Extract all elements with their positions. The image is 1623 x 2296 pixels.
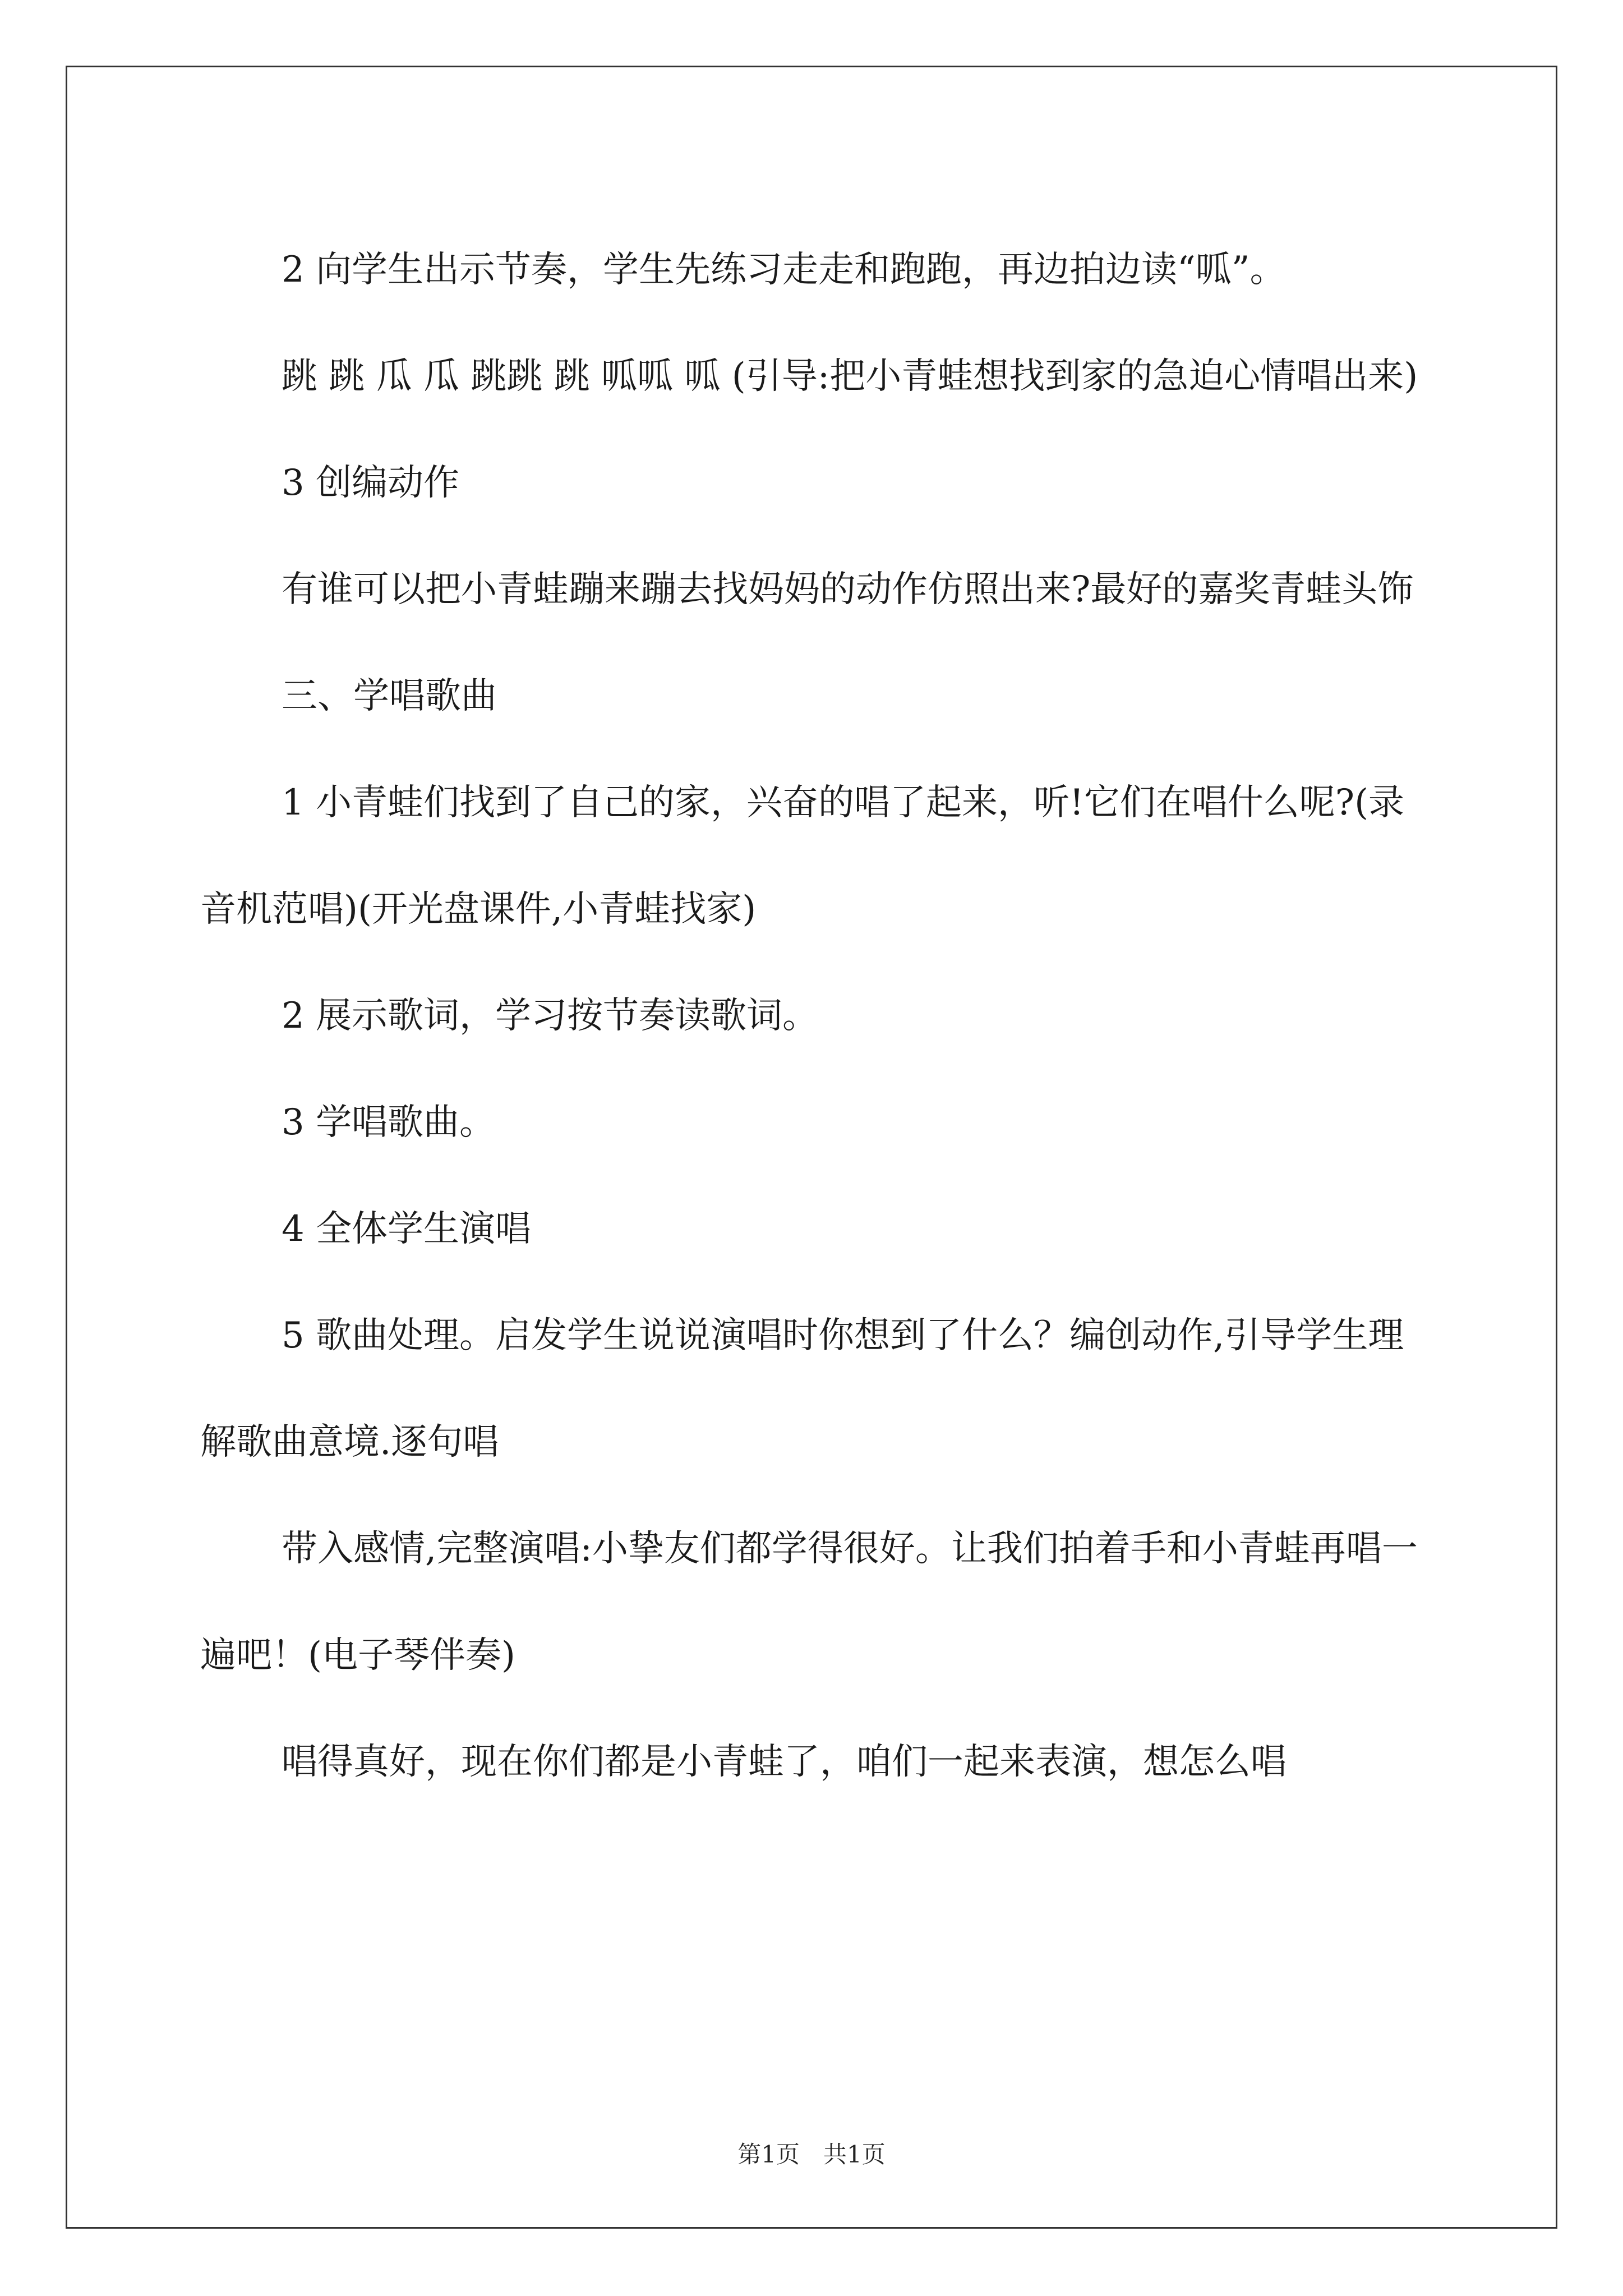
paragraph-learn-singing: 3 学唱歌曲。 [282,1102,496,1143]
paragraph-show-lyrics: 2 展示歌词，学习按节奏读歌词。 [282,995,819,1037]
paragraph-sing-with-feeling: 带入感情,完整演唱:小挚友们都学得很好。让我们拍着手和小青蛙再唱一遍吧！(电子琴伴奏) [200,1528,1418,1676]
page-footer: 第1页 共1页 [737,2141,886,2168]
paragraph-rhythm-intro: 2 向学生出示节奏，学生先练习走走和跑跑，再边拍边读“呱”。 [282,249,1286,291]
paragraph-song-processing: 5 歌曲处理。启发学生说说演唱时你想到了什么？编创动作,引导学生理解歌曲意境.逐句唱 [200,1315,1404,1463]
section-heading-learn-song: 三、学唱歌曲 [282,675,497,717]
paragraph-create-actions: 3 创编动作 [282,462,460,504]
paragraph-all-sing: 4 全体学生演唱 [282,1208,532,1250]
paragraph-listen-song: 1 小青蛙们找到了自己的家，兴奋的唱了起来，听!它们在唱什么呢?(录音机范唱)(开光盘课件,小青蛙找家) [200,782,1405,930]
paragraph-imitate-actions: 有谁可以把小青蛙蹦来蹦去找妈妈的动作仿照出来?最好的嘉奖青蛙头饰 [282,569,1414,610]
document-body [200,217,1434,1815]
paragraph-perform: 唱得真好，现在你们都是小青蛙了，咱们一起来表演，想怎么唱 [282,1741,1287,1783]
paragraph-rhythm-pattern: 跳 跳 瓜 瓜 跳跳 跳 呱呱 呱 (引导:把小青蛙想找到家的急迫心情唱出来) [282,356,1418,397]
